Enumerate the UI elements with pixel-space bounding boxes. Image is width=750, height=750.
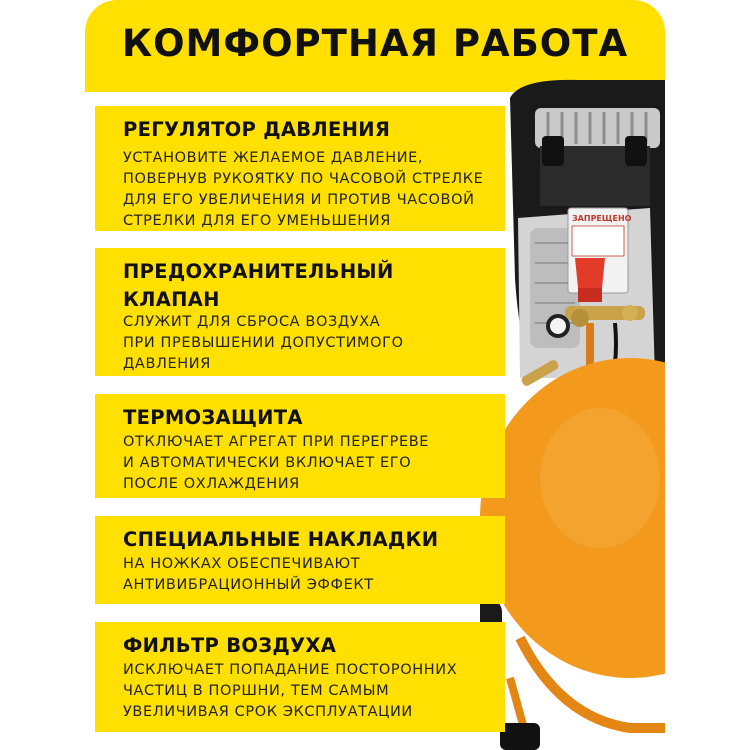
feature-title: ТЕРМОЗАЩИТА: [123, 406, 303, 429]
feature-air-filter: [95, 622, 505, 732]
feature-description: УСТАНОВИТЕ ЖЕЛАЕМОЕ ДАВЛЕНИЕ, ПОВЕРНУВ РУКОЯТКУ ПО ЧАСОВОЙ СТРЕЛКЕ ДЛЯ ЕГО УВЕЛИЧЕНИЯ И ПРОТИВ ЧАСОВОЙ СТРЕЛКИ ДЛЯ ЕГО УМЕНЬШЕНИЯ: [123, 150, 484, 229]
warning-label: ЗАПРЕЩЕНО: [572, 214, 632, 223]
feature-thermal-protection: [95, 394, 505, 498]
feature-description: ОТКЛЮЧАЕТ АГРЕГАТ ПРИ ПЕРЕГРЕВЕ И АВТОМАТИЧЕСКИ ВКЛЮЧАЕТ ЕГО ПОСЛЕ ОХЛАЖДЕНИЯ: [123, 434, 430, 492]
feature-title: СПЕЦИАЛЬНЫЕ НАКЛАДКИ: [123, 528, 439, 551]
feature-safety-valve: [95, 248, 505, 376]
feature-title: РЕГУЛЯТОР ДАВЛЕНИЯ: [123, 118, 391, 141]
feature-description: НА НОЖКАХ ОБЕСПЕЧИВАЮТ АНТИВИБРАЦИОННЫЙ ЭФФЕКТ: [123, 556, 374, 593]
feature-title: ПРЕДОХРАНИТЕЛЬНЫЙ КЛАПАН: [123, 260, 394, 311]
feature-special-pads: [95, 516, 505, 604]
compressor-image: [480, 78, 665, 750]
feature-pressure-regulator: [95, 106, 505, 231]
feature-description: СЛУЖИТ ДЛЯ СБРОСА ВОЗДУХА ПРИ ПРЕВЫШЕНИИ ДОПУСТИМОГО ДАВЛЕНИЯ: [123, 314, 404, 372]
feature-title: ФИЛЬТР ВОЗДУХА: [123, 634, 337, 657]
feature-description: ИСКЛЮЧАЕТ ПОПАДАНИЕ ПОСТОРОННИХ ЧАСТИЦ В ПОРШНИ, ТЕМ САМЫМ УВЕЛИЧИВАЯ СРОК ЭКСПЛУАТАЦИИ: [123, 662, 458, 720]
page-title: КОМФОРТНАЯ РАБОТА: [121, 22, 629, 65]
